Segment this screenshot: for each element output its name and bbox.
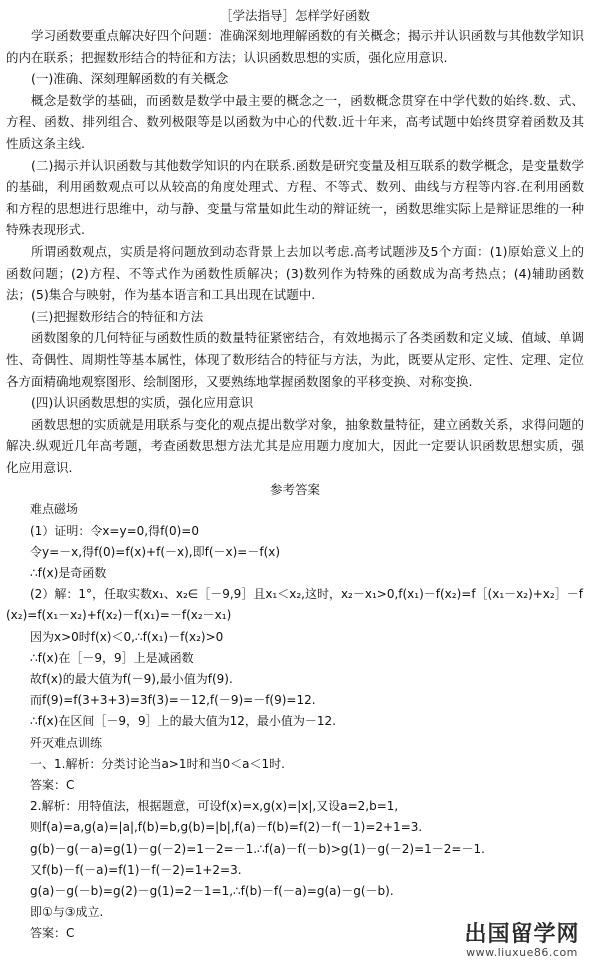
answer-line: 歼灭难点训练 — [30, 735, 103, 750]
answers-section — [6, 499, 584, 944]
watermark-logo-text: 出国留学网 — [464, 922, 580, 947]
paragraph-3: 函数图象的几何特征与函数性质的数量特征紧密结合，有效地揭示了各类函数和定义域、值域、单调性、奇偶性、周期性等基本属性，体现了数形结合的特征与方法，为此，既要从定形、定性、定理、定位各方面精确地观察图形、绘制图形，又要熟练地掌握函数图象的平移变换、对称变换. — [6, 330, 584, 389]
answer-line: ∴f(x)在区间［－9，9］上的最大值为12，最小值为－12. — [30, 714, 336, 729]
guide-section — [6, 25, 584, 478]
answer-line: 答案：C — [30, 926, 75, 941]
answer-line: 即①与③成立. — [30, 905, 104, 920]
answer-line: ∴f(x)在［－9，9］上是减函数 — [30, 650, 194, 665]
intro-paragraph: 学习函数要重点解决好四个问题：准确深刻地理解函数的有关概念；揭示并认识函数与其他数学知识的内在联系；把握数形结合的特征和方法；认识函数思想的实质，强化应用意识. — [6, 28, 584, 65]
answer-line: ∴f(x)是奇函数 — [30, 566, 107, 581]
answer-line: 难点磁场 — [30, 502, 79, 517]
paragraph-1: 概念是数学的基础，而函数是数学中最主要的概念之一，函数概念贯穿在中学代数的始终.数、式、方程、函数、排列组合、数列极限等是以函数为中心的代数.近十年来，高考试题中始终贯穿着函数及其性质这条主线. — [6, 92, 584, 151]
answer-line: 答案：C — [30, 777, 75, 792]
heading-4: (四)认识函数思想的实质，强化应用意识 — [31, 395, 254, 411]
heading-2-paragraph: (二)揭示并认识函数与其他数学知识的内在联系.函数是研究变量及相互联系的数学概念，是变量数学的基础，利用函数观点可以从较高的角度处理式、方程、不等式、数列、曲线与方程等内容.在利用函数和方程的思想进行思维中，动与静、变量与常量如此生动的辩证统一，函数思维实际上是辩证思维的一种特殊表现形式. — [6, 157, 584, 238]
watermark-url: www.liuxue86.com — [466, 946, 578, 959]
answer-line: 而f(9)=f(3+3+3)=3f(3)=－12,f(－9)=－f(9)=12. — [30, 693, 316, 708]
answer-line: (2）解：1°，任取实数x₁、x₂∈［－9,9］且x₁＜x₂,这时，x₂－x₁>0,f(x₁)－f(x₂)=f［(x₁－x₂)+x₂］－f(x₂)=f(x₁－x₂)+f(x₂)－f(x₁)=－f(x₂－x₁) — [6, 587, 583, 623]
document-title: ［学法指导］怎样学好函数 — [219, 8, 370, 23]
answer-line: g(a)－g(－b)=g(2)－g(1)=2－1=1,∴f(b)－f(－a)=g(a)－g(－b). — [30, 883, 394, 898]
answer-line: 2.解析：用特值法，根据题意，可设f(x)=x,g(x)=|x|,又设a=2,b=1, — [30, 799, 399, 814]
heading-1: (一)准确、深刻理解函数的有关概念 — [31, 71, 229, 87]
answer-line: 则f(a)=a,g(a)=|a|,f(b)=b,g(b)=|b|,f(a)－f(b)=f(2)－f(－1)=2+1=3. — [30, 820, 423, 835]
answer-line: 一、1.解析：分类讨论当a>1时和当0＜a＜1时. — [30, 756, 285, 771]
answer-line: 又f(b)－f(－a)=f(1)－f(－2)=1+2=3. — [30, 862, 242, 877]
answer-line: (1）证明：令x=y=0,得f(0)=0 — [30, 523, 199, 538]
answer-line: g(b)－g(－a)=g(1)－g(－2)=1－2=－1.∴f(a)－f(－b)>g(1)－g(－2)=1－2=－1. — [30, 841, 485, 856]
site-watermark — [462, 923, 582, 959]
paragraph-2: 所谓函数观点，实质是将问题放到动态背景上去加以考虑.高考试题涉及5个方面：(1)原始意义上的函数问题；(2)方程、不等式作为函数性质解决；(3)数列作为特殊的函数成为高考热点；(4)辅助函数法；(5)集合与映射，作为基本语言和工具出现在试题中. — [6, 243, 584, 303]
answer-line: 因为x>0时f(x)＜0,∴f(x₁)－f(x₂)>0 — [30, 629, 224, 644]
answers-title: 参考答案 — [269, 482, 320, 498]
heading-3: (三)把握数形结合的特征和方法 — [31, 308, 204, 324]
answer-line: 令y=－x,得f(0)=f(x)+f(－x),即f(－x)=－f(x) — [30, 544, 281, 559]
paragraph-4: 函数思想的实质就是用联系与变化的观点提出数学对象，抽象数量特征，建立函数关系，求得问题的解决.纵观近几年高考题，考查函数思想方法尤其是应用题力度加大，因此一定要认识函数思想实质，强化应用意识. — [6, 416, 584, 475]
answer-line: 故f(x)的最大值为f(－9),最小值为f(9). — [30, 672, 233, 686]
